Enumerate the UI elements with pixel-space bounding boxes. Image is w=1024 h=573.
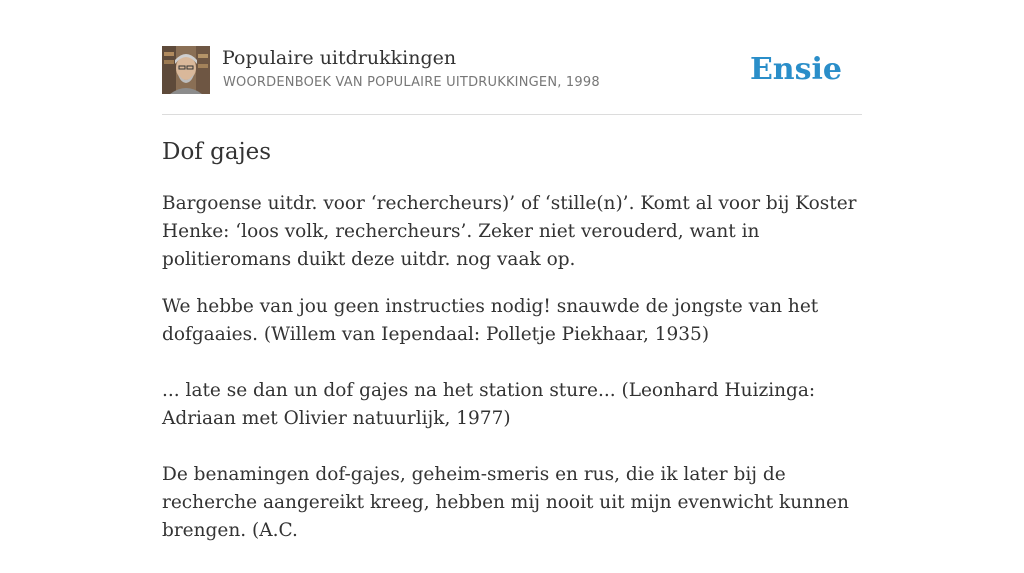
source-header — [162, 46, 862, 115]
author-avatar[interactable] — [162, 46, 210, 94]
avatar-portrait-icon — [162, 46, 210, 94]
entry-quote: We hebbe van jou geen instructies nodig! snauwde de jongste van het dofgaaies. (Willem van Iependaal: Polletje Piekhaar, 1935) — [162, 296, 819, 345]
entry-title: Dof gajes — [162, 139, 272, 165]
entry-quote: ... late se dan un dof gajes na het station sture... (Leonhard Huizinga: Adriaan met Olivier natuurlijk, 1977) — [162, 380, 816, 429]
source-name[interactable]: Populaire uitdrukkingen — [222, 47, 457, 69]
ensie-logo-link[interactable]: Ensie — [749, 52, 842, 87]
entry-definition: Bargoense uitdr. voor ‘rechercheurs)’ of ‘stille(n)’. Komt al voor bij Koster Henke: ‘loos volk, rechercheurs’. Zeker niet verouderd, want in politieromans duikt deze uitdr. nog vaak op. — [162, 193, 857, 270]
entry-quote: De benamingen dof-gajes, geheim-smeris en rus, die ik later bij de recherche aangereikt kreeg, hebben mij nooit uit mijn evenwicht kunnen brengen. (A.C. — [162, 464, 849, 541]
source-subtitle: WOORDENBOEK VAN POPULAIRE UITDRUKKINGEN, 1998 — [223, 75, 600, 90]
entry-body — [162, 190, 867, 573]
